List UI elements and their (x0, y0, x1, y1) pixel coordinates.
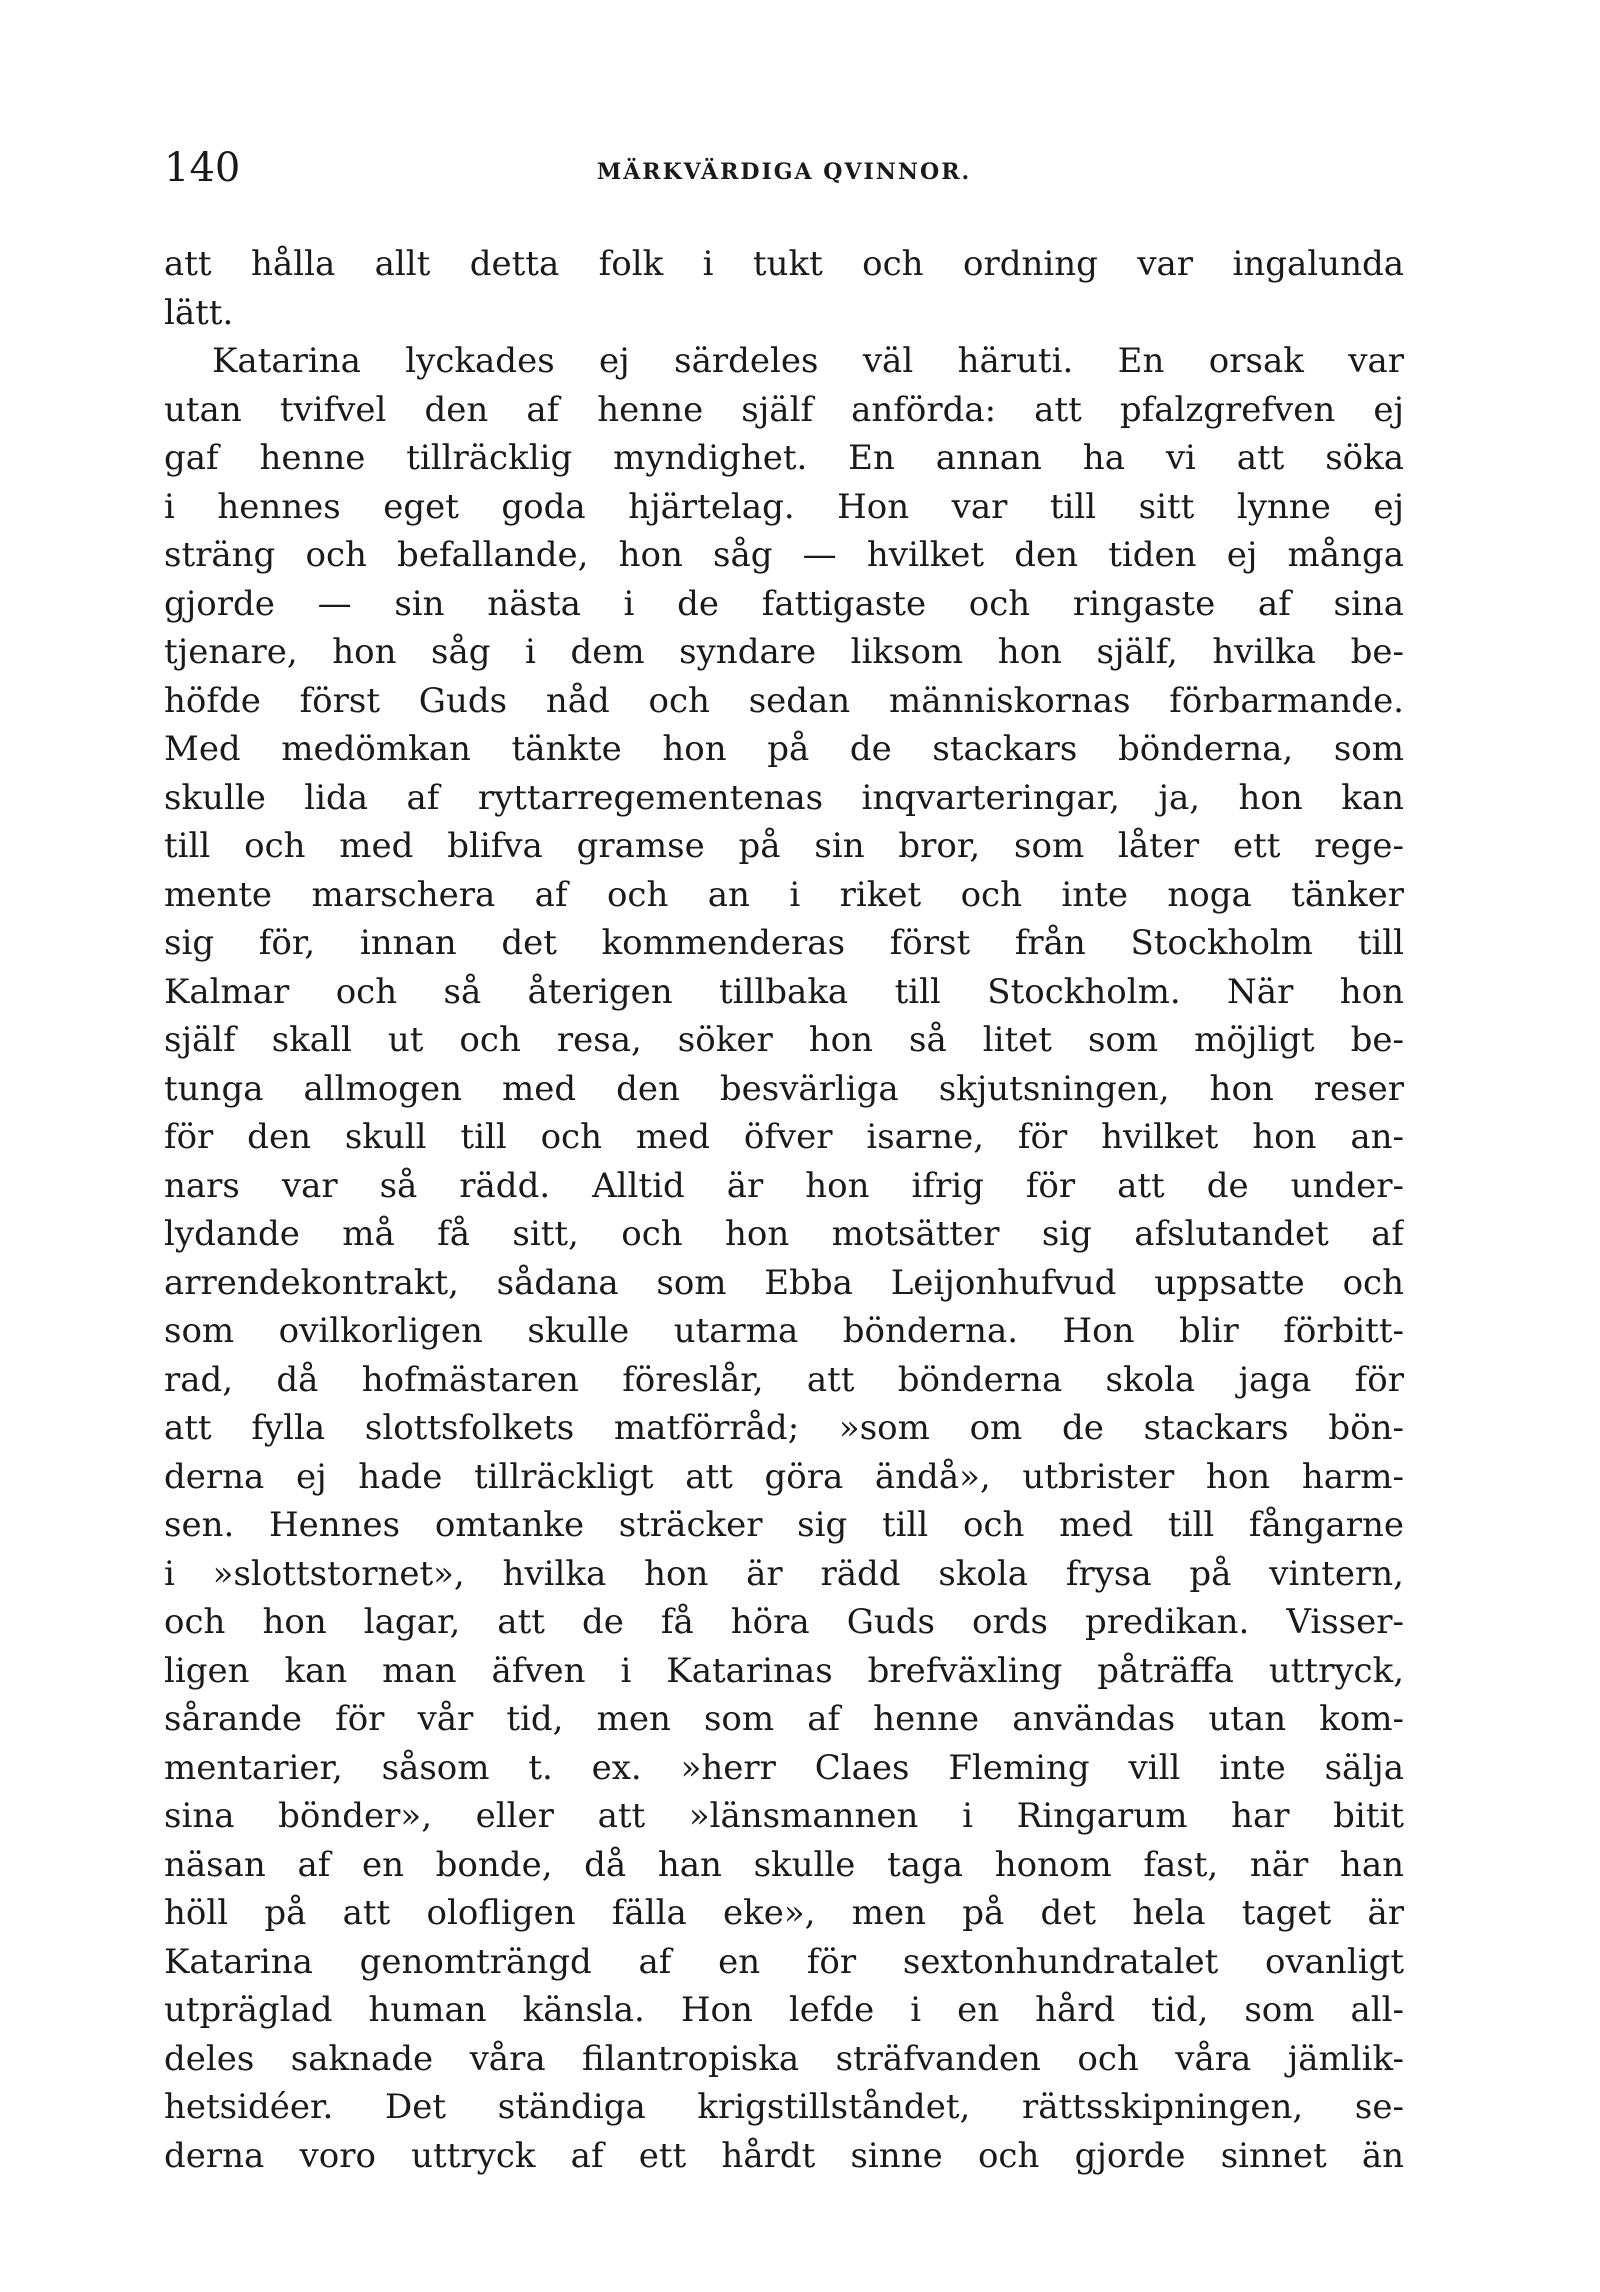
text-line: skulle lida af ryttarregementenas inqvarteringar, ja, hon kan (164, 777, 1404, 818)
text-line: och hon lagar, att de få höra Guds ords predikan. Visser- (164, 1602, 1404, 1642)
text-line: i »slottstornet», hvilka hon är rädd skola frysa på vintern, (164, 1553, 1404, 1594)
text-line: ligen kan man äfven i Katarinas brefväxling påträffa uttryck, (164, 1650, 1404, 1691)
text-line: som ovilkorligen skulle utarma bönderna. Hon blir förbitt- (164, 1311, 1404, 1351)
text-line: höll på att olofligen fälla eke», men på det hela taget är (164, 1893, 1404, 1933)
text-line: sina bönder», eller att »länsmannen i Ringarum har bitit (164, 1796, 1404, 1836)
text-line: tunga allmogen med den besvärliga skjutsningen, hon reser (164, 1068, 1404, 1109)
body-text (164, 240, 1404, 2180)
text-line: sen. Hennes omtanke sträcker sig till och med till fångarne (164, 1505, 1404, 1545)
page-number: 140 (164, 145, 241, 191)
text-line: själf skall ut och resa, söker hon så litet som möjligt be- (164, 1020, 1404, 1060)
text-line: lydande må få sitt, och hon motsätter sig afslutandet af (164, 1214, 1404, 1254)
text-line: Med medömkan tänkte hon på de stackars bönderna, som (164, 729, 1404, 769)
text-line: att fylla slottsfolkets matförråd; »som om de stackars bön- (164, 1408, 1404, 1448)
text-line: derna voro uttryck af ett hårdt sinne och gjorde sinnet än (164, 2135, 1404, 2176)
page-header (164, 140, 1404, 196)
text-line: utpräglad human känsla. Hon lefde i en hård tid, som all- (164, 1990, 1404, 2030)
text-line: deles saknade våra filantropiska sträfvanden och våra jämlik- (164, 2038, 1404, 2079)
text-line: att hålla allt detta folk i tukt och ordning var ingalunda (164, 244, 1404, 284)
text-line: i hennes eget goda hjärtelag. Hon var till sitt lynne ej (164, 486, 1404, 527)
text-line: sträng och befallande, hon såg — hvilket den tiden ej många (164, 535, 1404, 575)
text-line: för den skull till och med öfver isarne, för hvilket hon an- (164, 1117, 1404, 1157)
text-line: höfde först Guds nåd och sedan människornas förbarmande. (164, 680, 1404, 721)
text-line: lätt. (164, 292, 234, 333)
text-line: hetsidéer. Det ständiga krigstillståndet, rättsskipningen, se- (164, 2087, 1404, 2127)
text-line: till och med blifva gramse på sin bror, som låter ett rege- (164, 826, 1404, 866)
text-line: näsan af en bonde, då han skulle taga honom fast, när han (164, 1844, 1404, 1885)
text-line: Kalmar och så återigen tillbaka till Stockholm. När hon (164, 971, 1404, 1012)
text-line: arrendekontrakt, sådana som Ebba Leijonhufvud uppsatte och (164, 1262, 1404, 1303)
text-line: rad, då hofmästaren föreslår, att bönderna skola jaga för (164, 1359, 1404, 1400)
text-line: nars var så rädd. Alltid är hon ifrig för att de under- (164, 1165, 1404, 1206)
text-line: gaf henne tillräcklig myndighet. En annan ha vi att söka (164, 438, 1404, 478)
text-line: mente marschera af och an i riket och inte noga tänker (164, 874, 1404, 915)
text-line: Katarina genomträngd af en för sextonhundratalet ovanligt (164, 1941, 1404, 1982)
text-line: utan tvifvel den af henne själf anförda: att pfalzgrefven ej (164, 389, 1404, 430)
text-line: Katarina lyckades ej särdeles väl häruti. En orsak var (212, 341, 1404, 381)
text-line: tjenare, hon såg i dem syndare liksom hon själf, hvilka be- (164, 632, 1404, 672)
text-line: gjorde — sin nästa i de fattigaste och ringaste af sina (164, 583, 1404, 624)
running-title: MÄRKVÄRDIGA QVINNOR. (596, 159, 972, 185)
text-line: sårande för vår tid, men som af henne användas utan kom- (164, 1699, 1404, 1739)
text-line: mentarier, såsom t. ex. »herr Claes Fleming vill inte sälja (164, 1747, 1404, 1788)
text-line: sig för, innan det kommenderas först från Stockholm till (164, 923, 1404, 963)
text-line: derna ej hade tillräckligt att göra ändå», utbrister hon harm- (164, 1456, 1404, 1497)
